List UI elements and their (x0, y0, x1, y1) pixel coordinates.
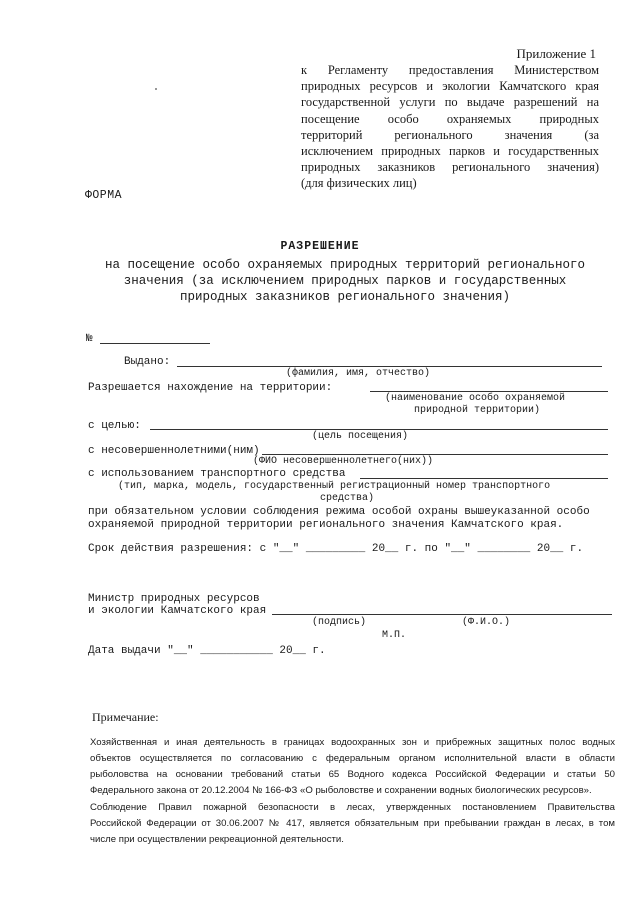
purpose-label: с целью: (88, 420, 141, 432)
document-title: РАЗРЕШЕНИЕ (280, 240, 360, 253)
minors-line (262, 454, 608, 455)
note-line: числе при осуществлении рекреационной деятельности. (90, 834, 344, 845)
territory-line (370, 391, 608, 392)
regulation-line: природных заказников регионального значения) (301, 160, 599, 175)
name-hint: (Ф.И.О.) (462, 617, 511, 628)
regulation-line: посещение особо охраняемых природных (301, 111, 599, 126)
note-paragraph-2 (90, 800, 615, 848)
subtitle-line: природных заказников регионального значения) (179, 290, 511, 304)
regulation-line: (для физических лиц) (301, 176, 417, 191)
minister-title-2: и экологии Камчатского края (88, 605, 267, 617)
territory-label: Разрешается нахождение на территории: (88, 382, 333, 394)
minors-label: с несовершеннолетними(ним) (88, 445, 260, 457)
note-paragraph-1 (90, 735, 615, 799)
number-label: № (86, 333, 93, 345)
signature-hint: (подпись) (312, 617, 367, 628)
transport-label: с использованием транспортного средства (88, 468, 346, 480)
issued-line (177, 366, 602, 367)
regulation-line: исключением природных парков и государственных (301, 144, 599, 159)
minister-title-1: Министр природных ресурсов (88, 593, 260, 605)
appendix-title: Приложение 1 (516, 46, 596, 61)
subtitle-line: значения (за исключением природных парков и государственных (123, 274, 567, 288)
note-line: Соблюдение Правил пожарной безопасности в лесах, утвержденных постановлением Правительства (90, 802, 615, 813)
regulation-reference (301, 62, 599, 192)
regulation-line: государственной услуги по выдаче разрешений на (301, 95, 599, 110)
number-line (100, 343, 210, 344)
stamp-place: М.П. (382, 630, 407, 641)
regulation-line: к Регламенту предоставления Министерством (301, 63, 599, 77)
signature-line (272, 614, 612, 615)
issued-hint: (фамилия, имя, отчество) (286, 368, 431, 379)
purpose-line (150, 429, 608, 430)
purpose-hint: (цель посещения) (312, 431, 409, 442)
note-line: Российской Федерации от 30.06.2007 № 417, является обязательным при пребывании граждан в лесах, в том (90, 818, 615, 829)
transport-hint-2: средства) (320, 493, 375, 504)
subtitle-line: на посещение особо охраняемых природных территорий регионального (104, 258, 586, 272)
condition-line-1: при обязательном условии соблюдения режима особой охраны вышеуказанной особо (88, 506, 590, 518)
validity-period: Срок действия разрешения: с "__" _________ 20__ г. по "__" ________ 20__ г. (88, 543, 584, 555)
issued-label: Выдано: (124, 356, 171, 368)
regulation-line: природных ресурсов и экологии Камчатского края (301, 79, 599, 94)
note-line: Федерального закона от 20.12.2004 № 166-ФЗ «О рыболовстве и сохранении водных биологических ресурсов». (90, 785, 592, 796)
issue-date: Дата выдачи "__" ___________ 20__ г. (88, 645, 326, 657)
note-line: Хозяйственная и иная деятельность в границах водоохранных зон и прибрежных защитных полос водных (90, 737, 615, 748)
territory-hint-2: природной территории) (414, 405, 541, 416)
note-heading: Примечание: (92, 710, 159, 724)
territory-hint-1: (наименование особо охраняемой (385, 393, 566, 404)
transport-line (360, 478, 608, 479)
scan-speck (155, 88, 157, 90)
condition-line-2: охраняемой природной территории регионального значения Камчатского края. (88, 519, 564, 531)
note-line: рыболовства на основании требований статьи 65 Водного кодекса Российской Федерации и статьи 50 (90, 769, 615, 780)
minors-hint: (ФИО несовершеннолетнего(них)) (253, 456, 434, 467)
transport-hint-1: (тип, марка, модель, государственный регистрационный номер транспортного (118, 481, 551, 492)
form-label: ФОРМА (85, 189, 123, 202)
regulation-line: территорий регионального значения (за (301, 127, 599, 142)
note-line: объектов осуществляется по согласованию с федеральным органом исполнительной власти в области (90, 753, 615, 764)
